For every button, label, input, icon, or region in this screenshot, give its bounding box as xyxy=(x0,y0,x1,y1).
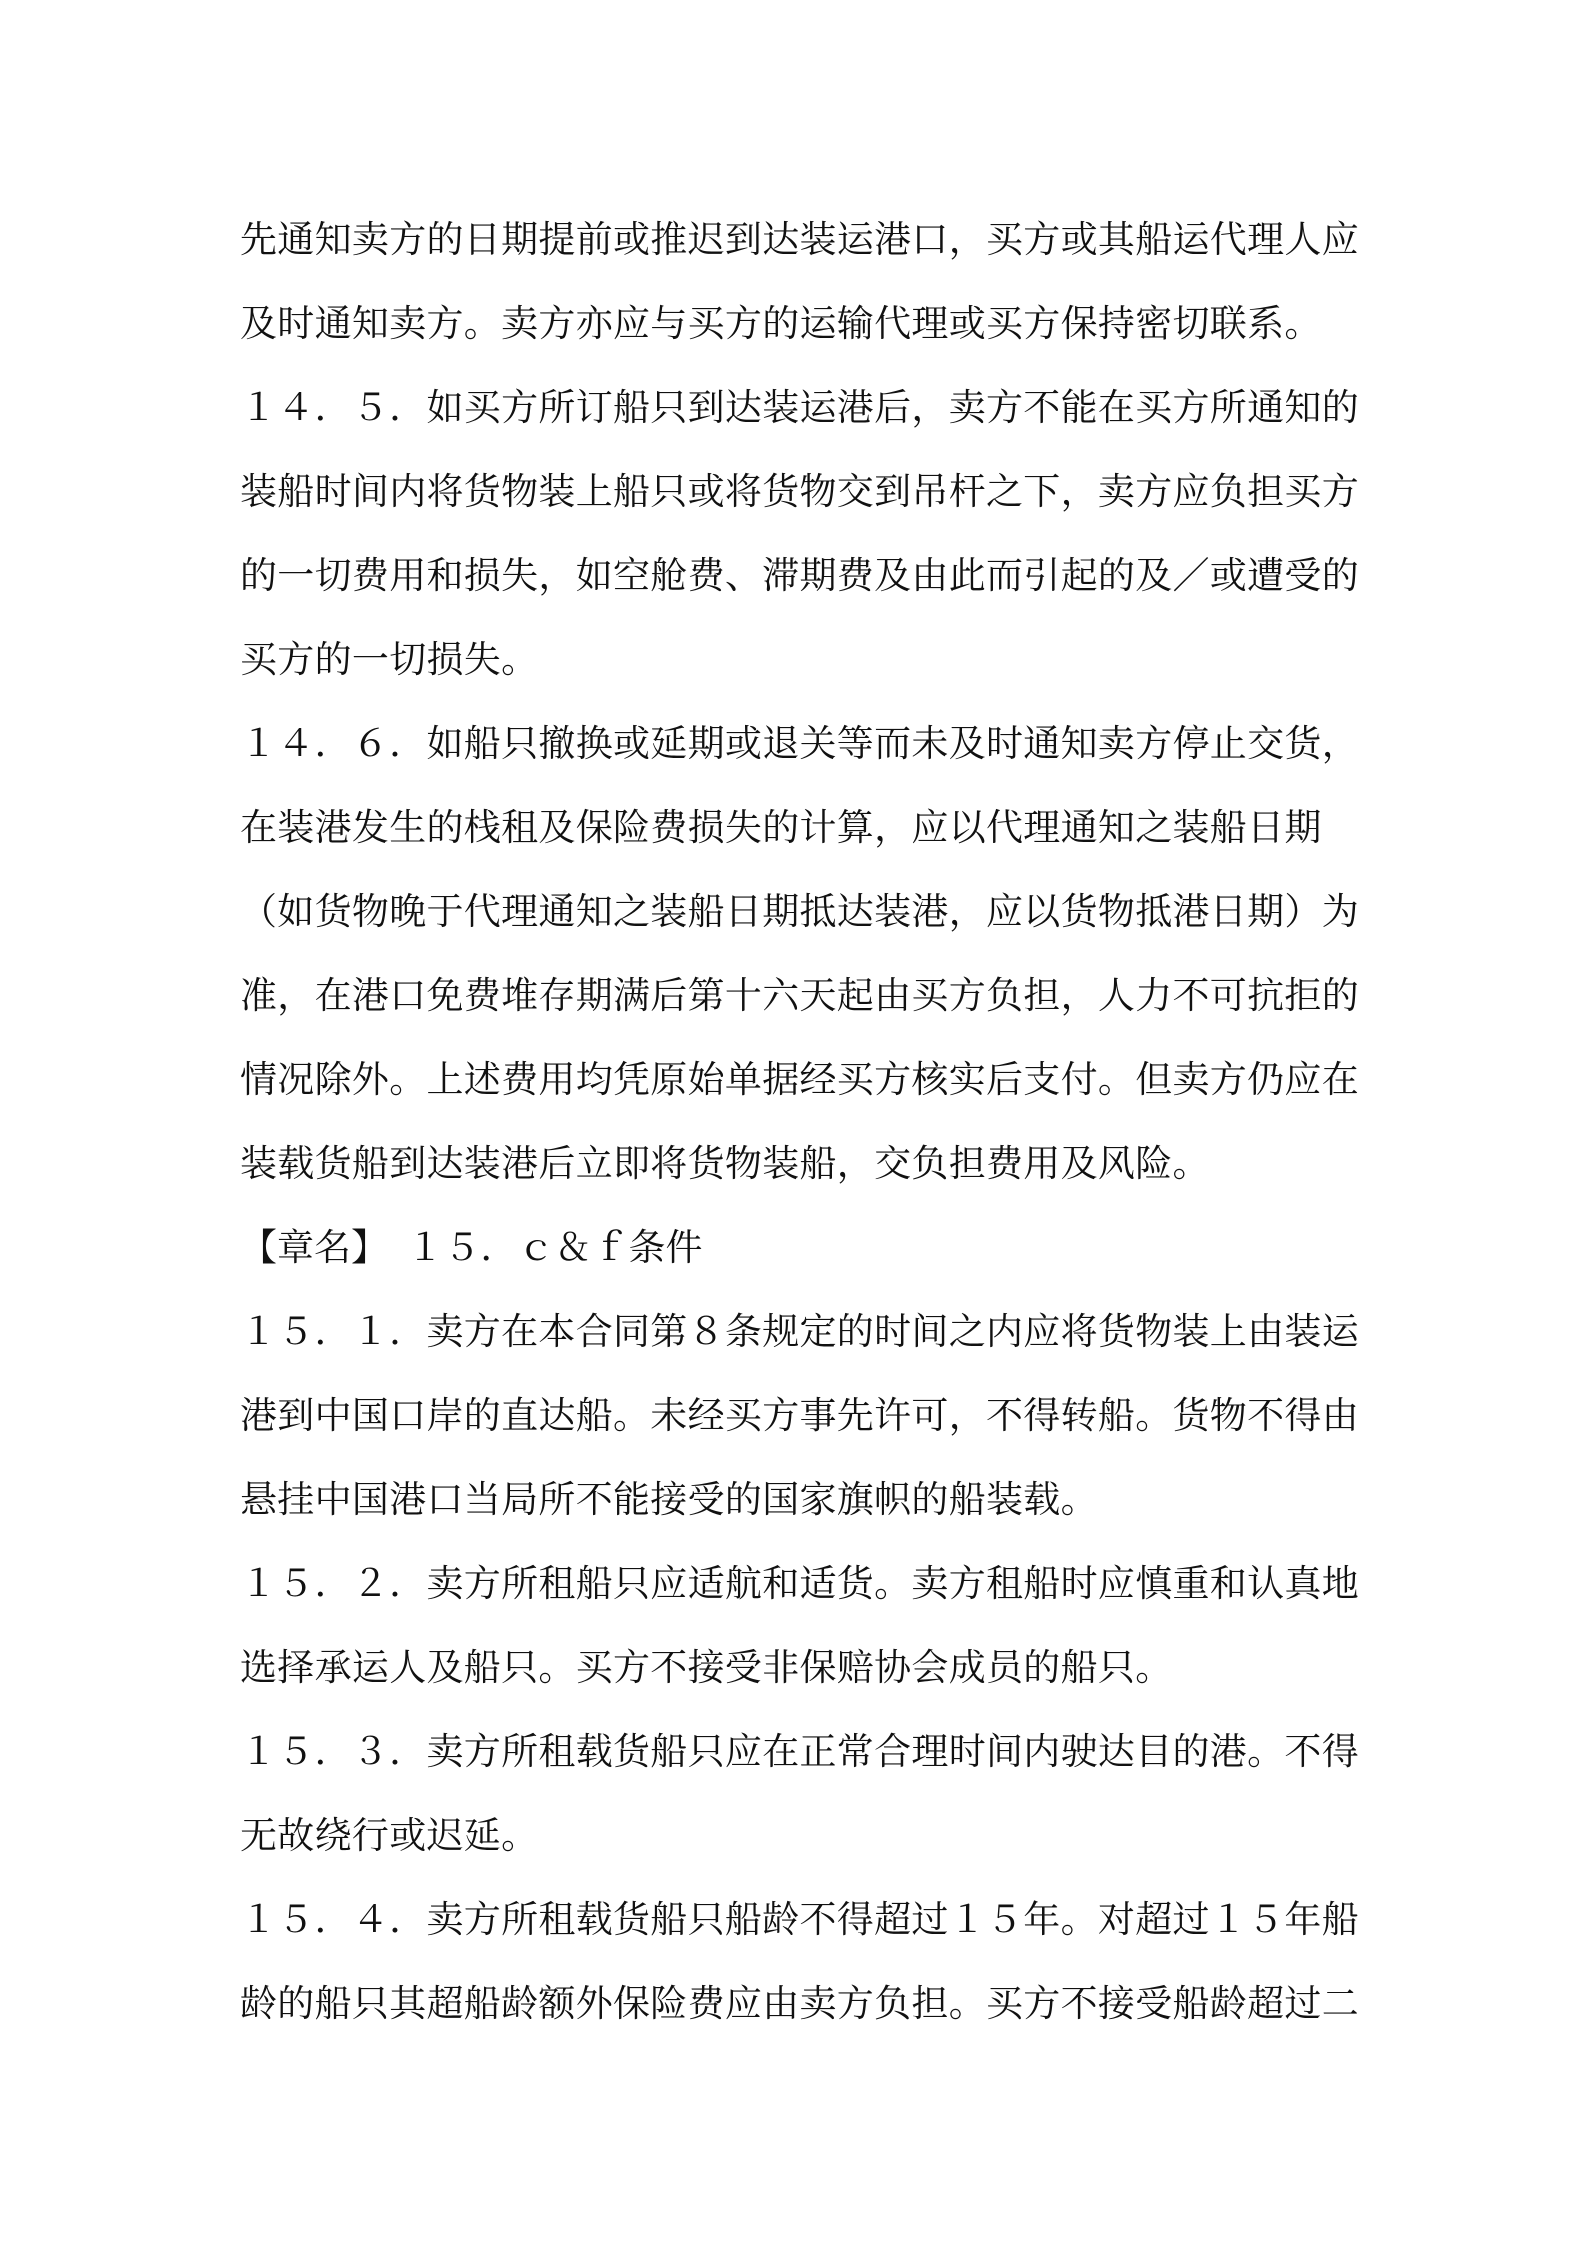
clause-15-2-line: １５．２．卖方所租船只应适航和适货。卖方租船时应慎重和认真地 xyxy=(240,1562,1359,1605)
text-line: 选择承运人及船只。买方不接受非保赔协会成员的船只。 xyxy=(240,1646,1173,1689)
text-line: 无故绕行或迟延。 xyxy=(240,1814,539,1857)
text-line: 装船时间内将货物装上船只或将货物交到吊杆之下，卖方应负担买方 xyxy=(240,470,1359,513)
clause-14-5-line: １４．５．如买方所订船只到达装运港后，卖方不能在买方所通知的 xyxy=(240,386,1359,429)
text-line: 先通知卖方的日期提前或推迟到达装运港口，买方或其船运代理人应 xyxy=(240,218,1359,261)
chapter-heading: 【章名】 １５．ｃ＆ｆ条件 xyxy=(240,1226,703,1269)
text-line: 的一切费用和损失，如空舱费、滞期费及由此而引起的及／或遭受的 xyxy=(240,554,1359,597)
text-line: 悬挂中国港口当局所不能接受的国家旗帜的船装载。 xyxy=(240,1478,1098,1521)
text-line: 及时通知卖方。卖方亦应与买方的运输代理或买方保持密切联系。 xyxy=(240,302,1322,345)
text-line: 在装港发生的栈租及保险费损失的计算，应以代理通知之装船日期 xyxy=(240,806,1322,849)
text-line: （如货物晚于代理通知之装船日期抵达装港，应以货物抵港日期）为 xyxy=(240,890,1359,933)
clause-15-3-line: １５．３．卖方所租载货船只应在正常合理时间内驶达目的港。不得 xyxy=(240,1730,1359,1773)
text-line: 买方的一切损失。 xyxy=(240,638,539,681)
text-line: 港到中国口岸的直达船。未经买方事先许可，不得转船。货物不得由 xyxy=(240,1394,1359,1437)
clause-15-4-line: １５．４．卖方所租载货船只船龄不得超过１５年。对超过１５年船 xyxy=(240,1898,1359,1941)
document-body xyxy=(240,198,1360,2046)
clause-15-1-line: １５．１．卖方在本合同第８条规定的时间之内应将货物装上由装运 xyxy=(240,1310,1359,1353)
text-line: 准，在港口免费堆存期满后第十六天起由买方负担，人力不可抗拒的 xyxy=(240,974,1359,1017)
text-line: 龄的船只其超船龄额外保险费应由卖方负担。买方不接受船龄超过二 xyxy=(240,1982,1359,2025)
text-line: 装载货船到达装港后立即将货物装船，交负担费用及风险。 xyxy=(240,1142,1210,1185)
text-line: 情况除外。上述费用均凭原始单据经买方核实后支付。但卖方仍应在 xyxy=(240,1058,1359,1101)
clause-14-6-line: １４．６．如船只撤换或延期或退关等而未及时通知卖方停止交货， xyxy=(240,722,1359,765)
